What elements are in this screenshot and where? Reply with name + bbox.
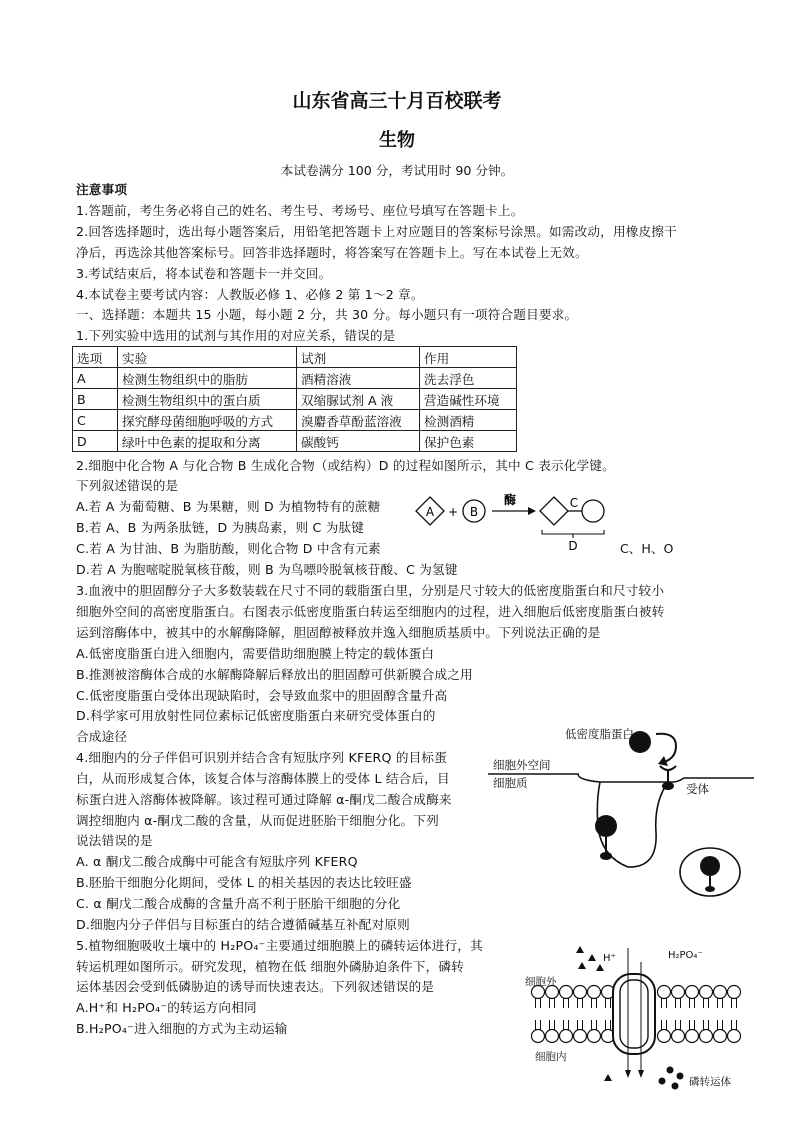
table-cell: 保护色素 xyxy=(420,431,517,452)
arrow-head-icon xyxy=(528,507,536,515)
table-cell: 检测生物组织中的蛋白质 xyxy=(118,389,297,410)
table-row xyxy=(73,389,517,410)
endosome-ldl xyxy=(700,856,720,876)
plus-sign: + xyxy=(447,505,459,519)
question-5-stem: 运体基因会受到低磷胁迫的诱导而快速表达。下列叙述错误的是 xyxy=(76,979,435,994)
ldl-label: 低密度脂蛋白 xyxy=(565,727,634,741)
question-3-figure xyxy=(488,722,758,912)
question-2-option-d: D.若 A 为胞嘧啶脱氧核苷酸，则 B 为鸟嘌呤脱氧核苷酸、C 为氢键 xyxy=(76,562,458,577)
lipid-head xyxy=(658,986,671,999)
lipid-head xyxy=(700,1030,713,1043)
table-header-cell: 实验 xyxy=(118,347,297,368)
table-header-cell: 作用 xyxy=(420,347,517,368)
question-4-option-b: B.胚胎干细胞分化期间，受体 L 的相关基因的表达比较旺盛 xyxy=(76,875,412,890)
question-4-stem: 调控细胞内 α-酮戊二酸的含量，从而促进胚胎干细胞分化。下列 xyxy=(76,813,439,828)
question-2-figure xyxy=(412,490,612,558)
lipid-head xyxy=(686,986,699,999)
table-cell: 溴麝香草酚蓝溶液 xyxy=(297,410,420,431)
extracellular-label: 细胞外空间 xyxy=(493,758,551,772)
question-5-option-a: A.H⁺和 H₂PO₄⁻的转运方向相同 xyxy=(76,1000,257,1015)
transporter-label: 磷转运体 xyxy=(689,1076,731,1088)
lipid-head xyxy=(714,1030,727,1043)
lipid-head xyxy=(588,1030,601,1043)
lipid-head xyxy=(658,1030,671,1043)
question-5-figure xyxy=(520,940,760,1090)
ldl-arrow xyxy=(656,734,676,762)
notes-item: 1.答题前，考生务必将自己的姓名、考生号、考场号、座位号填写在答题卡上。 xyxy=(76,203,524,218)
question-3-option-b: B.推测被溶酶体合成的水解酶降解后释放出的胆固醇可供新膜合成之用 xyxy=(76,667,473,682)
table-cell: 双缩脲试剂 A 液 xyxy=(297,389,420,410)
question-4-option-a: A. α 酮戊二酸合成酶中可能含有短肽序列 KFERQ xyxy=(76,854,358,869)
question-2-stem: 2.细胞中化合物 A 与化合物 B 生成化合物（或结构）D 的过程如图所示，其中 C 表示化学键。 xyxy=(76,458,615,473)
exam-title: 山东省高三十月百校联考 xyxy=(292,90,502,112)
question-4-option-c: C. α 酮戊二酸合成酶的含量升高不利于胚胎干细胞的分化 xyxy=(76,896,401,911)
table-cell: A xyxy=(73,368,118,389)
vesicle-ldl xyxy=(595,815,617,837)
table-cell: B xyxy=(73,389,118,410)
table-cell: D xyxy=(73,431,118,452)
question-2-option-c-tail: C、H、O xyxy=(620,541,674,556)
question-1-stem: 1.下列实验中选用的试剂与其作用的对应关系，错误的是 xyxy=(76,328,396,343)
exam-info: 本试卷满分 100 分，考试用时 90 分钟。 xyxy=(280,163,514,178)
table-header-cell: 试剂 xyxy=(297,347,420,368)
notes-item: 净后，再选涂其他答案标号。回答非选择题时，将答案写在答题卡上。写在本试卷上无效。 xyxy=(76,245,588,260)
table-cell: 酒精溶液 xyxy=(297,368,420,389)
section-heading: 一、选择题：本题共 15 小题，每小题 2 分，共 30 分。每小题只有一项符合题目要求。 xyxy=(76,307,578,322)
h-ion-triangle xyxy=(576,946,584,953)
notes-item: 4.本试卷主要考试内容：人教版必修 1、必修 2 第 1～2 章。 xyxy=(76,287,424,302)
lipid-head xyxy=(728,986,741,999)
question-4-stem: 标蛋白进入溶酶体被降解。该过程可通过降解 α-酮戊二酸合成酶来 xyxy=(76,792,452,807)
question-3-option-c: C.低密度脂蛋白受体出现缺陷时，会导致血浆中的胆固醇含量升高 xyxy=(76,688,448,703)
compound-a-label: A xyxy=(425,505,435,519)
question-2-stem: 下列叙述错误的是 xyxy=(76,478,179,493)
subject-title: 生物 xyxy=(379,130,415,151)
notes-item: 3.考试结束后，将本试卷和答题卡一并交回。 xyxy=(76,266,332,281)
table-row xyxy=(73,410,517,431)
table-cell: 洗去浮色 xyxy=(420,368,517,389)
table-row xyxy=(73,431,517,452)
lipid-head xyxy=(714,986,727,999)
receptor-cup xyxy=(660,766,676,770)
question-5-stem: 转运机理如图所示。研究发现，植物在低 细胞外磷胁迫条件下，磷转 xyxy=(76,959,465,974)
h-ion-label: H⁺ xyxy=(603,953,616,964)
table-cell: 营造碱性环境 xyxy=(420,389,517,410)
question-3-option-a: A.低密度脂蛋白进入细胞内，需要借助细胞膜上特定的载体蛋白 xyxy=(76,646,435,661)
question-3-stem: 运到溶酶体中，被其中的水解酶降解，胆固醇被释放并逸入细胞质基质中。下列说法正确的是 xyxy=(76,625,601,640)
receptor-base xyxy=(662,782,674,790)
table-cell: C xyxy=(73,410,118,431)
question-3-stem: 3.血液中的胆固醇分子大多数装载在尺寸不同的载脂蛋白里，分别是尺寸较大的低密度脂蛋白和尺寸较小 xyxy=(76,583,665,598)
compound-b-label: B xyxy=(469,505,479,519)
question-3-option-d-cont: 合成途径 xyxy=(76,729,128,744)
notes-item: 2.回答选择题时，选出每小题答案后，用铅笔把答题卡上对应题目的答案标号涂黑。如需改动，用橡皮擦干 xyxy=(76,224,677,239)
table-header-cell: 选项 xyxy=(73,347,118,368)
cytoplasm-label: 细胞质 xyxy=(493,776,528,790)
lipid-head xyxy=(672,986,685,999)
inside-cell-label: 细胞内 xyxy=(535,1051,567,1063)
table-header-row xyxy=(73,347,517,368)
lipid-head xyxy=(728,1030,741,1043)
table-cell: 绿叶中色素的提取和分离 xyxy=(118,431,297,452)
lipid-head xyxy=(672,1030,685,1043)
question-3-stem: 细胞外空间的高密度脂蛋白。右图表示低密度脂蛋白转运至细胞内的过程，进入细胞后低密度脂蛋白被转 xyxy=(76,604,665,619)
question-2-option-c: C.若 A 为甘油、B 为脂肪酸，则化合物 D 中含有元素 xyxy=(76,541,381,556)
lipid-head xyxy=(532,1030,545,1043)
phosphate-transporter xyxy=(613,974,655,1054)
question-2-option-b: B.若 A、B 为两条肽链，D 为胰岛素，则 C 为肽键 xyxy=(76,520,365,535)
question-5-stem: 5.植物细胞吸收土壤中的 H₂PO₄⁻主要通过细胞膜上的磷转运体进行，其 xyxy=(76,938,483,953)
question-1-table xyxy=(72,346,517,452)
table-row xyxy=(73,368,517,389)
hpo-label: H₂PO₄⁻ xyxy=(668,950,703,961)
table-cell: 检测酒精 xyxy=(420,410,517,431)
table-cell: 检测生物组织中的脂肪 xyxy=(118,368,297,389)
question-5-option-b: B.H₂PO₄⁻进入细胞的方式为主动运输 xyxy=(76,1021,288,1036)
table-cell: 碳酸钙 xyxy=(297,431,420,452)
lipid-head xyxy=(546,1030,559,1043)
notes-heading: 注意事项 xyxy=(76,182,128,197)
question-3-option-d: D.科学家可用放射性同位素标记低密度脂蛋白来研究受体蛋白的 xyxy=(76,708,436,723)
lipid-head xyxy=(574,1030,587,1043)
lipid-head xyxy=(574,986,587,999)
receptor-label: 受体 xyxy=(686,782,709,796)
lipid-head xyxy=(700,986,713,999)
lipid-head xyxy=(588,986,601,999)
bond-c-label: C xyxy=(569,496,579,510)
question-2-option-a: A.若 A 为葡萄糖、B 为果糖，则 D 为植物特有的蔗糖 xyxy=(76,499,381,514)
lipid-head xyxy=(560,1030,573,1043)
question-4-option-d: D.细胞内分子伴侣与目标蛋白的结合遵循碱基互补配对原则 xyxy=(76,917,410,932)
enzyme-label: 酶 xyxy=(503,493,517,507)
product-circle-shape xyxy=(582,500,604,522)
question-4-stem: 说法错误的是 xyxy=(76,833,153,848)
lipid-head xyxy=(686,1030,699,1043)
question-4-stem: 4.细胞内的分子伴侣可识别并结合含有短肽序列 KFERQ 的目标蛋 xyxy=(76,750,447,765)
table-cell: 探究酵母菌细胞呼吸的方式 xyxy=(118,410,297,431)
product-d-label: D xyxy=(568,539,578,553)
lipid-head xyxy=(560,986,573,999)
outside-cell-label: 细胞外 xyxy=(525,976,557,988)
question-4-stem: 白，从而形成复合体，该复合体与溶酶体膜上的受体 L 结合后，目 xyxy=(76,771,450,786)
product-brace xyxy=(542,530,604,538)
product-diamond-shape xyxy=(540,497,568,525)
